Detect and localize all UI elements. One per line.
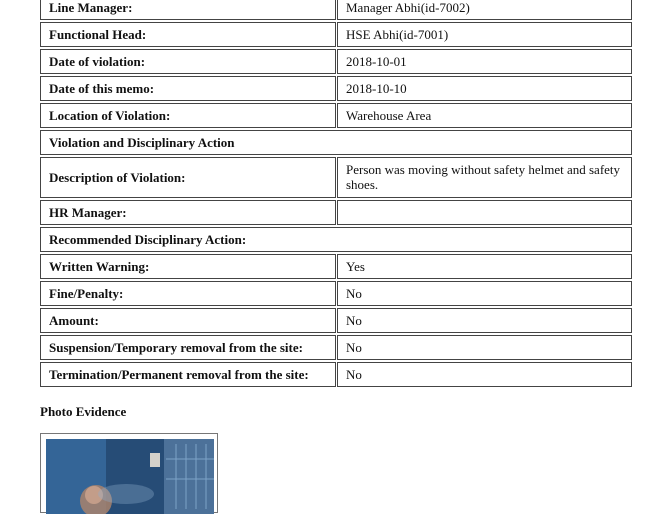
field-value: 2018-10-01 [337, 49, 632, 74]
field-label: Date of violation: [40, 49, 336, 74]
field-label: Location of Violation: [40, 103, 336, 128]
field-value: HSE Abhi(id-7001) [337, 22, 632, 47]
table-row [40, 199, 632, 226]
table-row [40, 280, 632, 307]
table-row [40, 102, 632, 129]
field-label: Termination/Permanent removal from the site: [40, 362, 336, 387]
field-label: Line Manager: [40, 0, 336, 20]
table-row [40, 21, 632, 48]
table-row [40, 48, 632, 75]
photo-evidence-heading: Photo Evidence [40, 404, 127, 419]
field-value: No [337, 281, 632, 306]
table-row [40, 307, 632, 334]
section-header-row [40, 226, 632, 253]
table-row [40, 75, 632, 102]
field-label: HR Manager: [40, 200, 336, 225]
table-row [40, 361, 632, 388]
field-value: No [337, 308, 632, 333]
section-header: Violation and Disciplinary Action [40, 130, 632, 155]
field-value [337, 200, 632, 225]
field-value: No [337, 335, 632, 360]
field-value: 2018-10-10 [337, 76, 632, 101]
table-row [40, 0, 632, 21]
evidence-photo-graphic [46, 439, 214, 514]
violation-memo-form [40, 0, 632, 388]
field-value: Person was moving without safety helmet and safety shoes. [337, 157, 632, 198]
field-value: Warehouse Area [337, 103, 632, 128]
field-value: No [337, 362, 632, 387]
section-header-row [40, 129, 632, 156]
field-label: Description of Violation: [40, 157, 336, 198]
field-value: Manager Abhi(id-7002) [337, 0, 632, 20]
field-label: Functional Head: [40, 22, 336, 47]
section-header: Recommended Disciplinary Action: [40, 227, 632, 252]
field-label: Date of this memo: [40, 76, 336, 101]
field-value: Yes [337, 254, 632, 279]
photo-evidence-frame[interactable] [40, 433, 218, 513]
field-label: Fine/Penalty: [40, 281, 336, 306]
evidence-photo [46, 439, 214, 514]
table-row [40, 253, 632, 280]
field-label: Suspension/Temporary removal from the site: [40, 335, 336, 360]
table-row [40, 334, 632, 361]
field-label: Amount: [40, 308, 336, 333]
field-label: Written Warning: [40, 254, 336, 279]
table-row [40, 156, 632, 199]
